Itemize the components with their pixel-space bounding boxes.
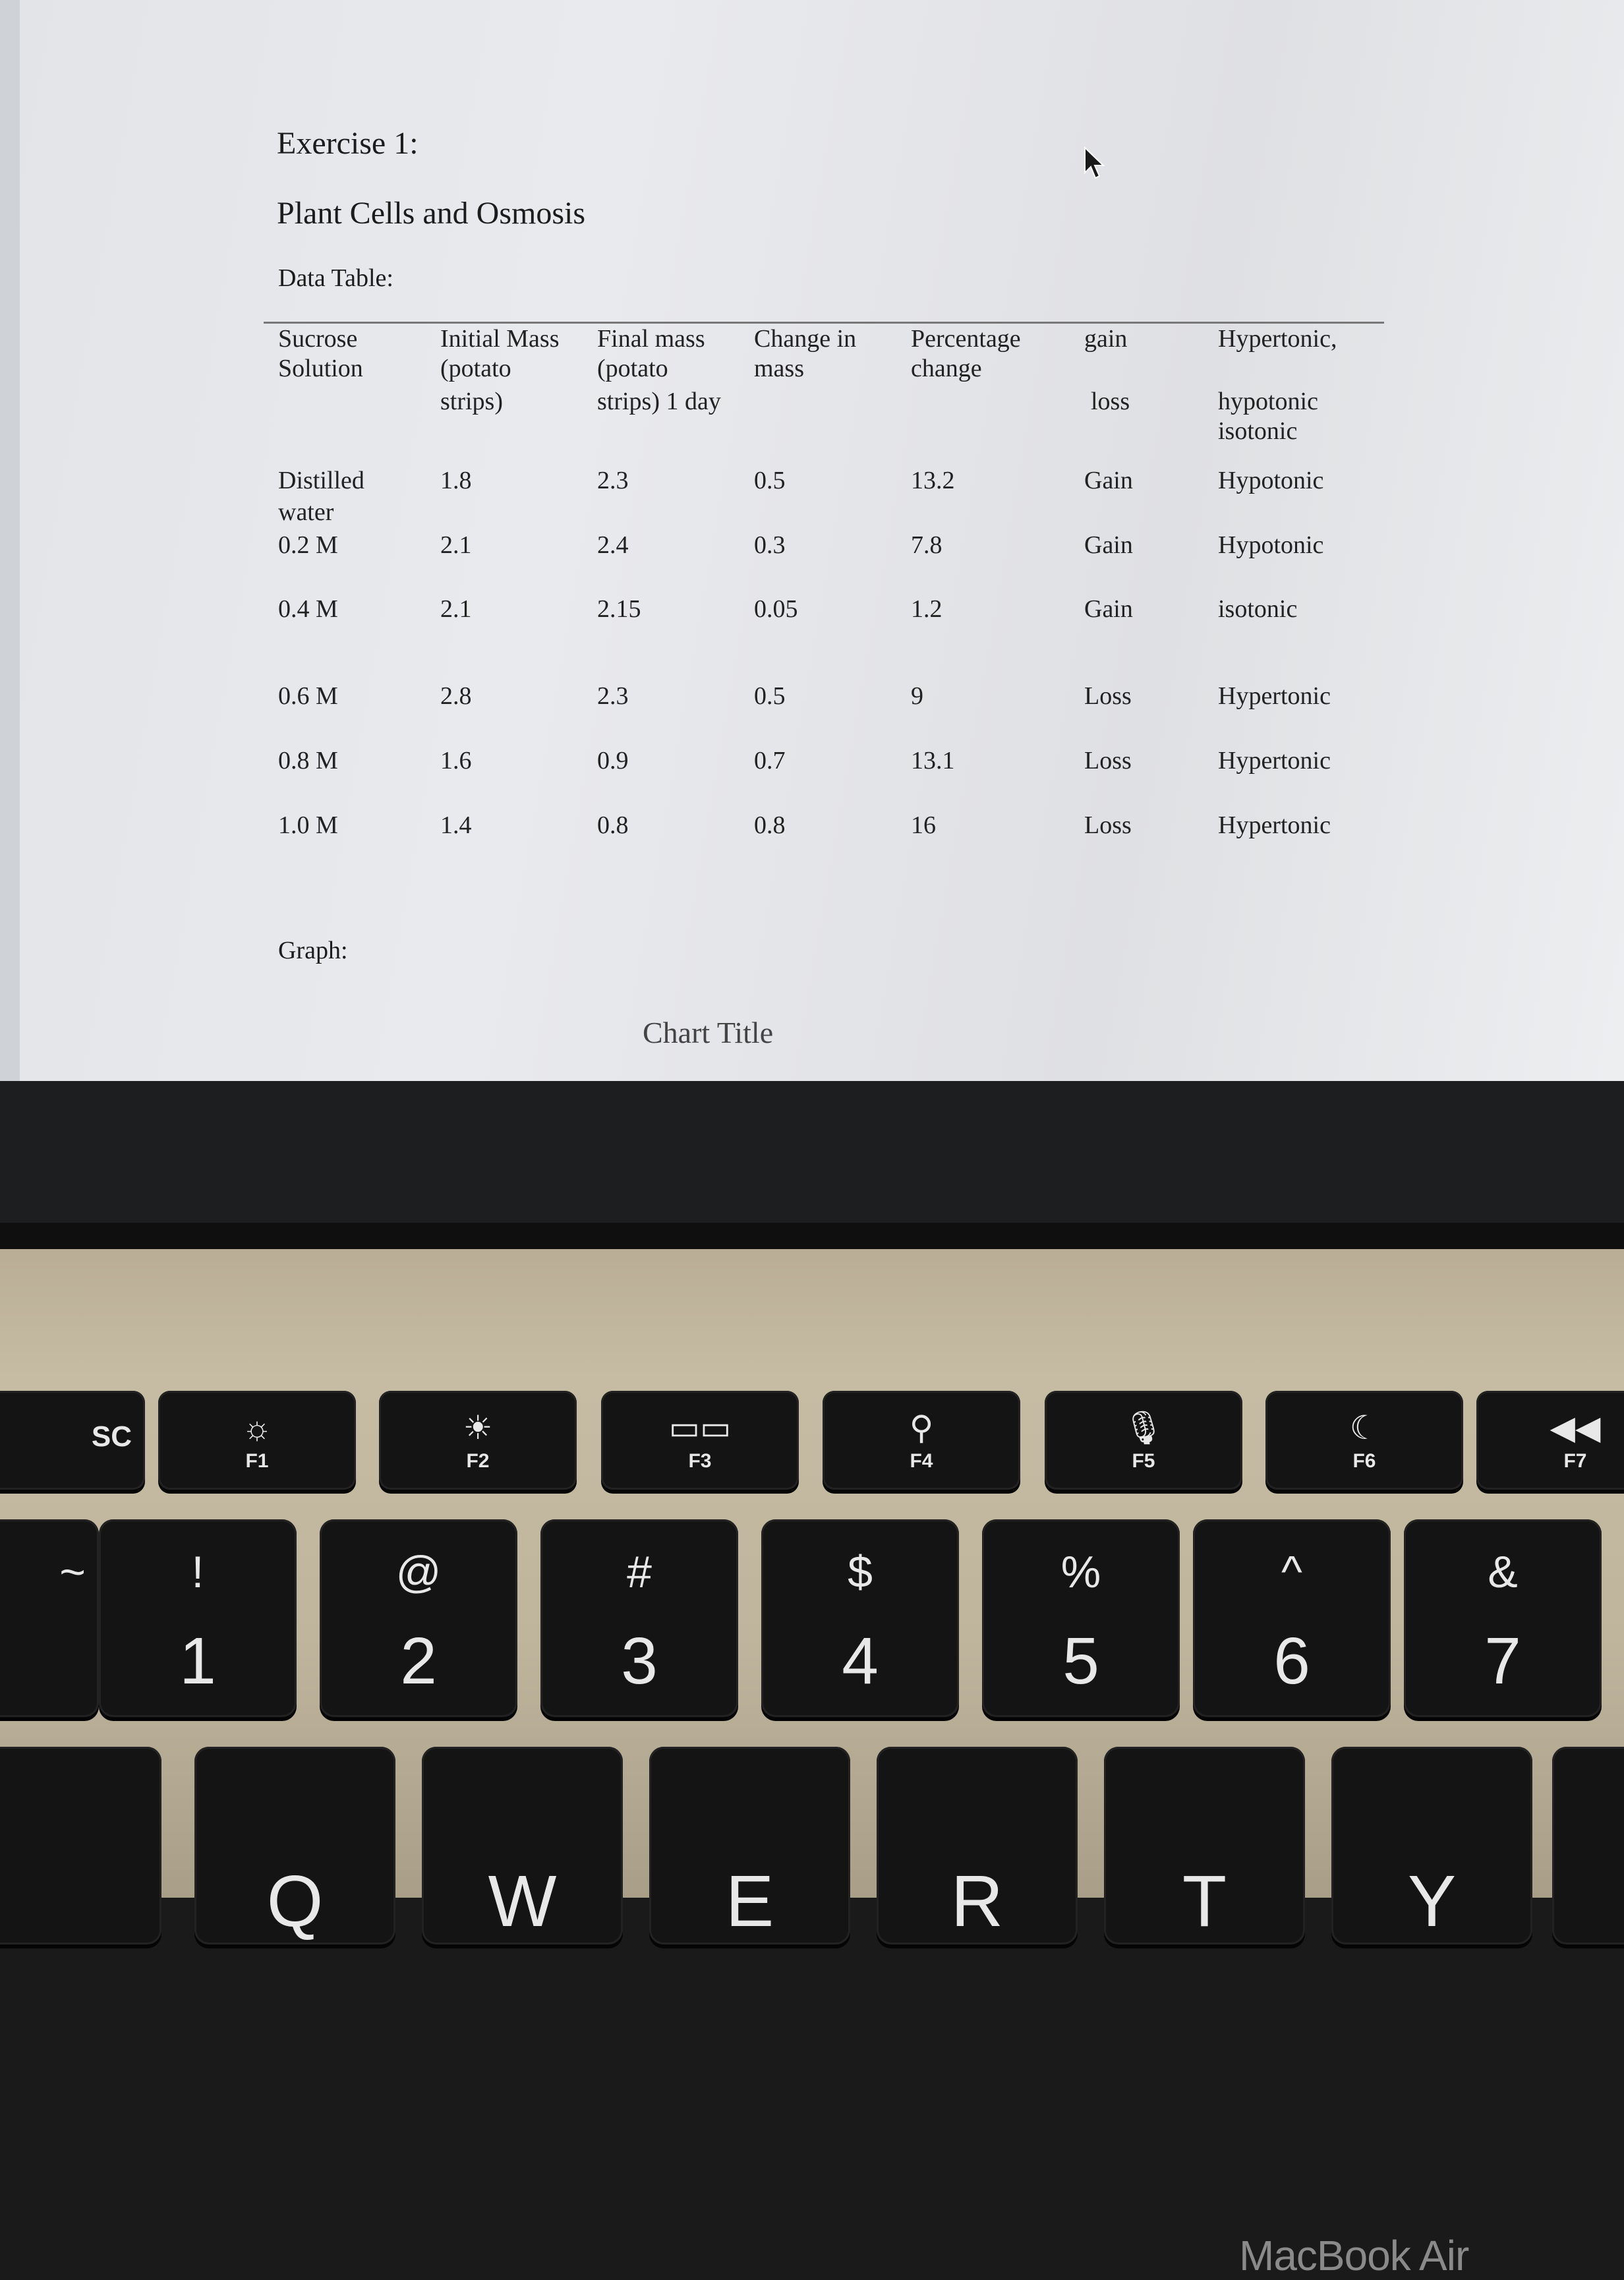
table-header-tonicity: Hypertonic, <box>1218 325 1337 353</box>
function-key-icon: ☼ <box>242 1409 272 1446</box>
function-key-icon: 🎙 <box>1122 1409 1165 1446</box>
chart-title: Chart Title <box>643 1016 774 1049</box>
table-cell-initial-mass: 1.4 <box>440 811 472 839</box>
table-cell-sucrose-solution: 1.0 M <box>278 811 338 839</box>
table-header-tonicity: isotonic <box>1218 417 1298 445</box>
table-cell-percentage-change: 13.2 <box>911 467 955 494</box>
key-letter-label: Y <box>1407 1861 1457 1942</box>
key-7[interactable] <box>1404 1519 1602 1717</box>
key-tilde[interactable] <box>0 1519 99 1717</box>
table-cell-initial-mass: 2.8 <box>440 682 472 710</box>
key-4[interactable] <box>761 1519 959 1717</box>
key-1[interactable] <box>99 1519 297 1717</box>
table-cell-sucrose-solution: 0.6 M <box>278 682 338 710</box>
key-shift-symbol: ! <box>191 1547 204 1597</box>
table-cell-percentage-change: 16 <box>911 811 936 839</box>
key-shift-symbol: ^ <box>1281 1547 1302 1597</box>
table-cell-gain-loss: Loss <box>1084 811 1132 839</box>
table-cell-initial-mass: 1.6 <box>440 747 472 775</box>
table-cell-change-in-mass: 0.3 <box>754 531 786 559</box>
table-cell-final-mass: 2.4 <box>597 531 629 559</box>
laptop-hinge <box>0 1223 1624 1249</box>
table-header-change-in-mass: mass <box>754 355 804 382</box>
table-header-final-mass: Final mass <box>597 325 705 353</box>
function-key-label: F2 <box>466 1450 490 1472</box>
table-header-gain-loss: gain <box>1084 325 1128 353</box>
table-cell-initial-mass: 2.1 <box>440 595 472 623</box>
key-number-label: 6 <box>1273 1624 1310 1698</box>
table-cell-tonicity: Hypotonic <box>1218 531 1324 559</box>
key-number-label: 7 <box>1484 1624 1521 1698</box>
key-w[interactable] <box>422 1747 623 1944</box>
table-cell-tonicity: Hypertonic <box>1218 747 1331 775</box>
function-key-icon: ☾ <box>1349 1409 1379 1446</box>
screen-left-edge <box>0 0 20 1081</box>
key-2[interactable] <box>320 1519 517 1717</box>
table-cell-gain-loss: Gain <box>1084 595 1133 623</box>
key-shift-symbol: @ <box>395 1547 442 1597</box>
laptop-screen <box>0 0 1624 1081</box>
function-key-label: F5 <box>1132 1450 1155 1472</box>
table-cell-percentage-change: 13.1 <box>911 747 955 775</box>
table-cell-change-in-mass: 0.8 <box>754 811 786 839</box>
function-key-label: F3 <box>688 1450 712 1472</box>
table-header-sucrose-solution: Sucrose <box>278 325 358 353</box>
key-shift-symbol: # <box>627 1547 652 1597</box>
key-e[interactable] <box>649 1747 850 1944</box>
key-shift-symbol: % <box>1060 1547 1101 1597</box>
function-key-label: SC <box>91 1420 132 1453</box>
document-subtitle: Plant Cells and Osmosis <box>277 196 586 231</box>
function-key-label: F1 <box>245 1450 269 1472</box>
table-header-gain-loss: loss <box>1091 388 1130 415</box>
key-3[interactable] <box>540 1519 738 1717</box>
macbook-air-label: MacBook Air <box>1239 2232 1469 2279</box>
table-cell-sucrose-solution: Distilled water <box>278 467 364 526</box>
keyboard-deck <box>0 1249 1624 1942</box>
function-key-icon: ☀ <box>463 1409 493 1446</box>
table-cell-gain-loss: Gain <box>1084 531 1133 559</box>
key-r[interactable] <box>877 1747 1078 1944</box>
table-cell-gain-loss: Gain <box>1084 467 1133 494</box>
table-header-percentage-change: change <box>911 355 982 382</box>
key-number-label: 3 <box>621 1624 658 1698</box>
key-f4[interactable] <box>823 1391 1020 1490</box>
key-blank[interactable] <box>1552 1747 1624 1944</box>
table-cell-change-in-mass: 0.5 <box>754 682 786 710</box>
table-cell-sucrose-solution: 0.2 M <box>278 531 338 559</box>
key-letter-label: W <box>488 1861 557 1942</box>
function-key-label: F4 <box>910 1450 933 1472</box>
function-key-label: F6 <box>1352 1450 1376 1472</box>
key-shift-symbol: $ <box>848 1547 873 1597</box>
key-f5[interactable] <box>1045 1391 1242 1490</box>
key-f3[interactable] <box>601 1391 799 1490</box>
table-header-tonicity: hypotonic <box>1218 388 1318 415</box>
table-cell-sucrose-solution: 0.4 M <box>278 595 338 623</box>
table-header-sucrose-solution: Solution <box>278 355 363 382</box>
function-key-icon: ▭▭ <box>668 1409 732 1446</box>
data-table-label: Data Table: <box>278 264 393 292</box>
key-shift-symbol: ~ <box>59 1547 86 1597</box>
function-key-icon: ◀◀ <box>1550 1409 1601 1446</box>
key-f2[interactable] <box>379 1391 577 1490</box>
table-cell-percentage-change: 7.8 <box>911 531 942 559</box>
mouse-pointer-icon <box>1084 146 1106 181</box>
table-header-final-mass: strips) 1 day <box>597 388 721 415</box>
key-t[interactable] <box>1104 1747 1305 1944</box>
key-letter-label: T <box>1182 1861 1227 1942</box>
table-cell-final-mass: 2.3 <box>597 682 629 710</box>
table-cell-change-in-mass: 0.5 <box>754 467 786 494</box>
key-5[interactable] <box>982 1519 1180 1717</box>
table-cell-percentage-change: 9 <box>911 682 923 710</box>
table-cell-change-in-mass: 0.05 <box>754 595 798 623</box>
table-cell-sucrose-solution: 0.8 M <box>278 747 338 775</box>
key-number-label: 4 <box>842 1624 879 1698</box>
table-cell-change-in-mass: 0.7 <box>754 747 786 775</box>
key-q[interactable] <box>194 1747 395 1944</box>
table-header-initial-mass: Initial Mass <box>440 325 560 353</box>
table-cell-final-mass: 2.3 <box>597 467 629 494</box>
key-f7[interactable] <box>1476 1391 1624 1490</box>
table-header-initial-mass: strips) <box>440 388 503 415</box>
function-key-icon: ⚲ <box>909 1409 934 1446</box>
key-f6[interactable] <box>1265 1391 1463 1490</box>
table-cell-tonicity: Hypotonic <box>1218 467 1324 494</box>
table-cell-initial-mass: 1.8 <box>440 467 472 494</box>
key-letter-label: E <box>725 1861 774 1942</box>
table-cell-gain-loss: Loss <box>1084 682 1132 710</box>
key-y[interactable] <box>1331 1747 1532 1944</box>
table-cell-final-mass: 0.9 <box>597 747 629 775</box>
graph-label: Graph: <box>278 937 348 964</box>
key-6[interactable] <box>1193 1519 1391 1717</box>
key-blank[interactable] <box>0 1747 161 1944</box>
key-sc[interactable] <box>0 1391 145 1490</box>
table-header-final-mass: (potato <box>597 355 668 382</box>
key-number-label: 1 <box>179 1624 216 1698</box>
table-cell-tonicity: isotonic <box>1218 595 1298 623</box>
table-header-percentage-change: Percentage <box>911 325 1021 353</box>
table-cell-initial-mass: 2.1 <box>440 531 472 559</box>
table-header-initial-mass: (potato <box>440 355 511 382</box>
key-shift-symbol: & <box>1488 1547 1518 1597</box>
table-cell-tonicity: Hypertonic <box>1218 811 1331 839</box>
key-letter-label: Q <box>266 1861 324 1942</box>
exercise-title: Exercise 1: <box>277 126 419 161</box>
table-cell-final-mass: 0.8 <box>597 811 629 839</box>
table-cell-percentage-change: 1.2 <box>911 595 942 623</box>
key-letter-label: R <box>950 1861 1004 1942</box>
table-header-change-in-mass: Change in <box>754 325 857 353</box>
function-key-label: F7 <box>1563 1450 1587 1472</box>
table-cell-gain-loss: Loss <box>1084 747 1132 775</box>
key-number-label: 2 <box>400 1624 437 1698</box>
key-f1[interactable] <box>158 1391 356 1490</box>
table-cell-final-mass: 2.15 <box>597 595 641 623</box>
table-cell-tonicity: Hypertonic <box>1218 682 1331 710</box>
key-number-label: 5 <box>1062 1624 1099 1698</box>
